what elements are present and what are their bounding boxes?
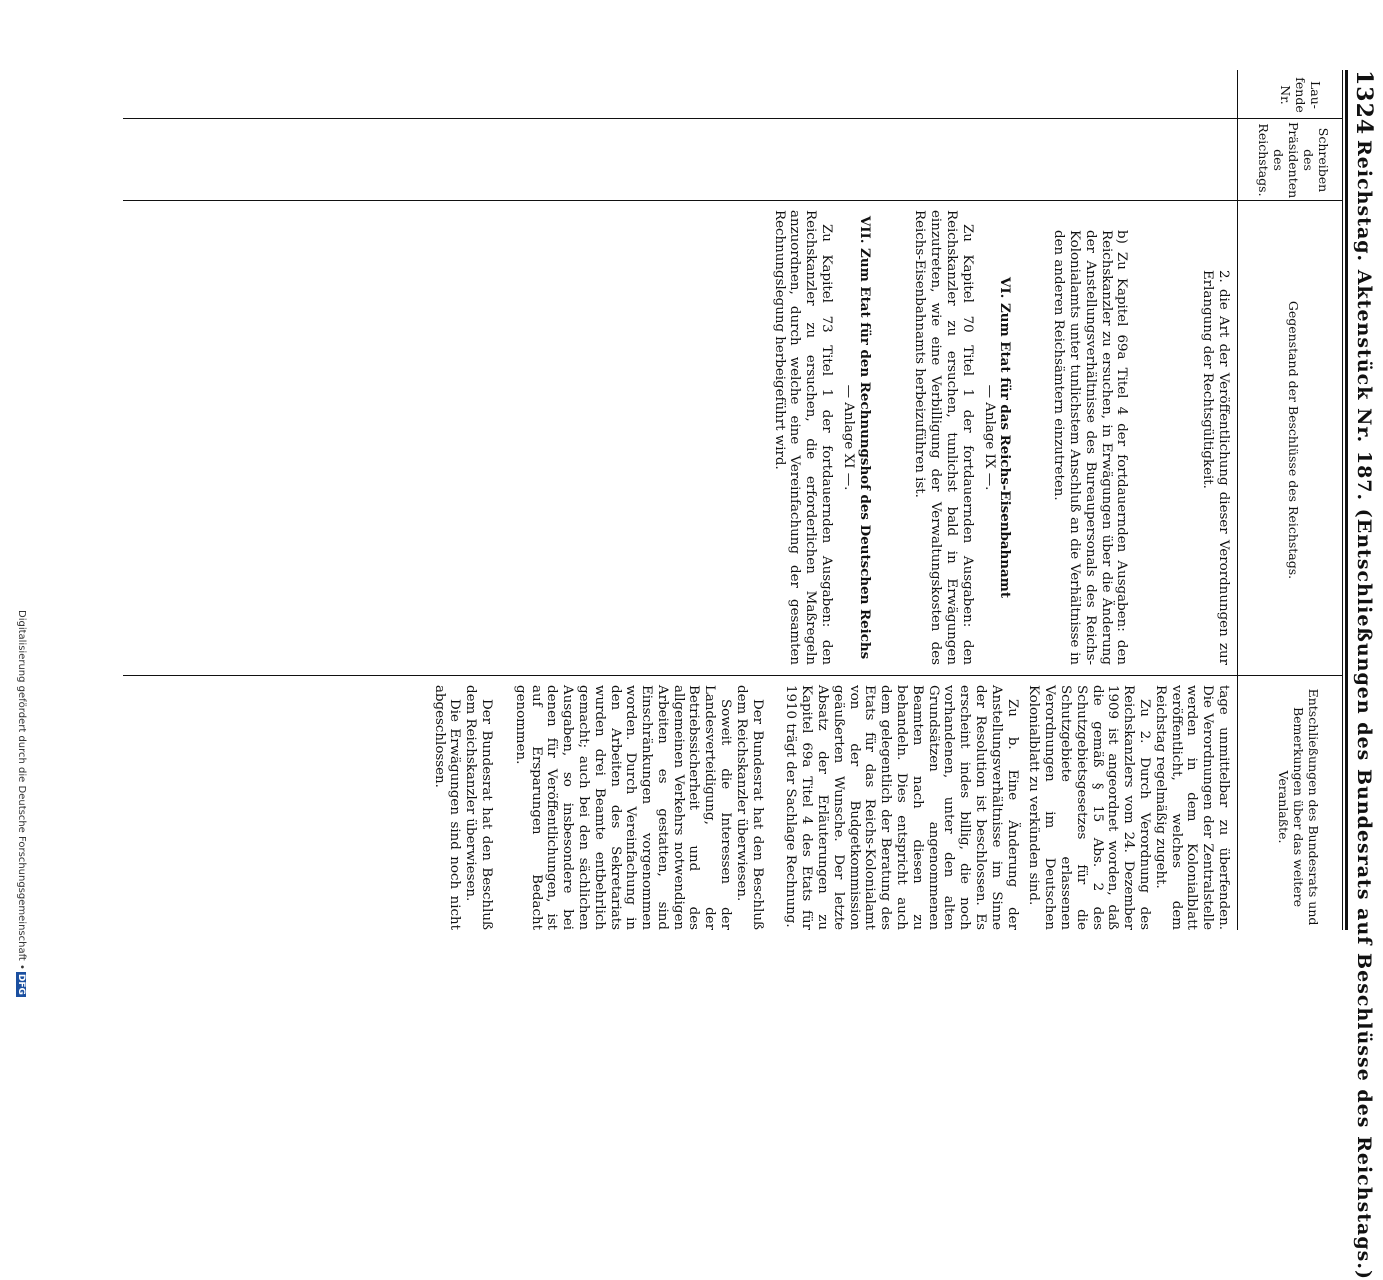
section-6-title: VI. Zum Etat für das Reichs-Eisenbahnamt (997, 276, 1014, 599)
col-divider-3 (123, 675, 1343, 676)
section-6-subtitle: — Anlage IX —. (981, 384, 997, 491)
section-6-text: Zu Kapitel 70 Titel 1 der fortdauernden Ausgaben: den Reichskanzler zu ersuchen, tunlichst bald in Erwägungen einzutreten, wie eine Verbilligung der Verwaltungskosten des Reichs-Eisenbahnamts herbeizuführen ist. (912, 210, 975, 665)
header-rule-thin (1342, 70, 1343, 930)
subject-column (771, 210, 1231, 665)
resolution-7: Die Erwägungen sind noch nicht abgeschlossen. (431, 685, 463, 930)
col-divider-1 (123, 118, 1343, 119)
subject-item-2: 2. die Art der Veröffentlichung dieser Verordnungen zur Erlangung der Rechtsgültigkeit. (1200, 270, 1231, 665)
digitization-credit (16, 610, 27, 997)
credit-text: Digitalisierung gefördert durch die Deutsche Forschungsgemeinschaft • (16, 610, 27, 970)
resolution-2: Zu 2. Durch Verordnung des Reichskanzlers vom 24. Dezember 1909 ist angeordnet worden, daß die gemäß § 15 Abs. 2 des Schutzgebietsgesetzes für die Schutzgebiete erlassenen Verordnungen im Deutschen Kolonialblatt zu verkünden sind. (1026, 685, 1153, 930)
resolution-1: tage unmittelbar zu überfenden. Die Verordnungen der Zentralstelle werden in dem Kolonialblatt veröffentlicht, welches dem Reichstag regelmäßig zugeht. (1152, 685, 1231, 930)
column-header-letter: Schreiben des Präsidenten des Reichstags. (1256, 122, 1331, 199)
resolution-5: Soweit die Interessen der Landesverteidigung, der Betriebssicherheit und des allgemeinen Verkehrs notwendigen Arbeiten es gestatten, sind Einschränkungen vorgenommen worden. Durch Vereinfachung in den Arbeiten des Sekretariats wurden drei Beamte entbehrlich gemacht; auch bei den sächlichen Ausgaben, so insbesondere bei denen für Veröffentlichungen, ist auf Ersparungen Bedacht genommen. (512, 685, 734, 930)
column-header-rule (1237, 70, 1238, 930)
column-header-resolutions: Entschließungen des Bundesrats und Bemerkungen über das weitere Veranlaßte. (1276, 688, 1321, 926)
dfg-logo: DFG (16, 973, 26, 995)
resolution-3: Zu b. Eine Änderung der Anstellungsverhältnisse im Sinne der Resolution ist beschlossen. Es erscheint indes billig, die noch vorhandenen, unter den alten Grundsätzen angenommenen Beamten nach diesen zu behandeln. Dies entspricht auch dem gelegentlich der Beratung des Etats für das Reichs-Kolonialamt von der Budgetkommission geäußerten Wunsche. Der letzte Absatz der Erläuterungen zu Kapitel 69a Titel 4 des Etats für 1910 trägt der Sachlage Rechnung. (783, 685, 1020, 930)
page-number: 1324 (1351, 70, 1377, 136)
section-7-title: VII. Zum Etat für den Rechnungshof des Deutschen Reichs (856, 215, 873, 660)
header-rule (1345, 70, 1348, 930)
section-7-subtitle: — Anlage XI —. (840, 384, 856, 491)
resolution-6: Der Bundesrat hat den Beschluß dem Reichskanzler überwiesen. (463, 685, 494, 930)
col-divider-2 (123, 200, 1343, 201)
resolutions-column (431, 685, 1231, 930)
subject-item-b: b) Zu Kapitel 69a Titel 4 der fortdauernden Ausgaben: den Reichskanzler zu ersuchen, in Erwägungen über die Änderung der Anstellungsverhältnisse des Bureaupersonals des Reichs-Kolonialamts unter tunlichstem Anschluß an die Verhältnisse in den anderen Reichsämtern einzutreten. (1051, 230, 1130, 665)
section-7-text: Zu Kapitel 73 Titel 1 der fortdauernden Ausgaben: den Reichskanzler zu ersuchen, die erforderlichen Maßregeln anzuordnen, durch welche eine Vereinfachung der gesamten Rechnungslegung herbeigeführt wird. (771, 210, 835, 665)
column-header-nr: Lau- fende Nr. (1278, 77, 1323, 113)
resolution-4: Der Bundesrat hat den Beschluß dem Reichskanzler überwiesen. (733, 685, 765, 930)
running-head: Reichstag. Aktenstück Nr. 187. (Entschließungen des Bundesrats auf Beschlüsse des Reichstags.) (1353, 140, 1375, 1280)
column-header-subject: Gegenstand der Beschlüsse des Reichstags. (1286, 300, 1301, 580)
